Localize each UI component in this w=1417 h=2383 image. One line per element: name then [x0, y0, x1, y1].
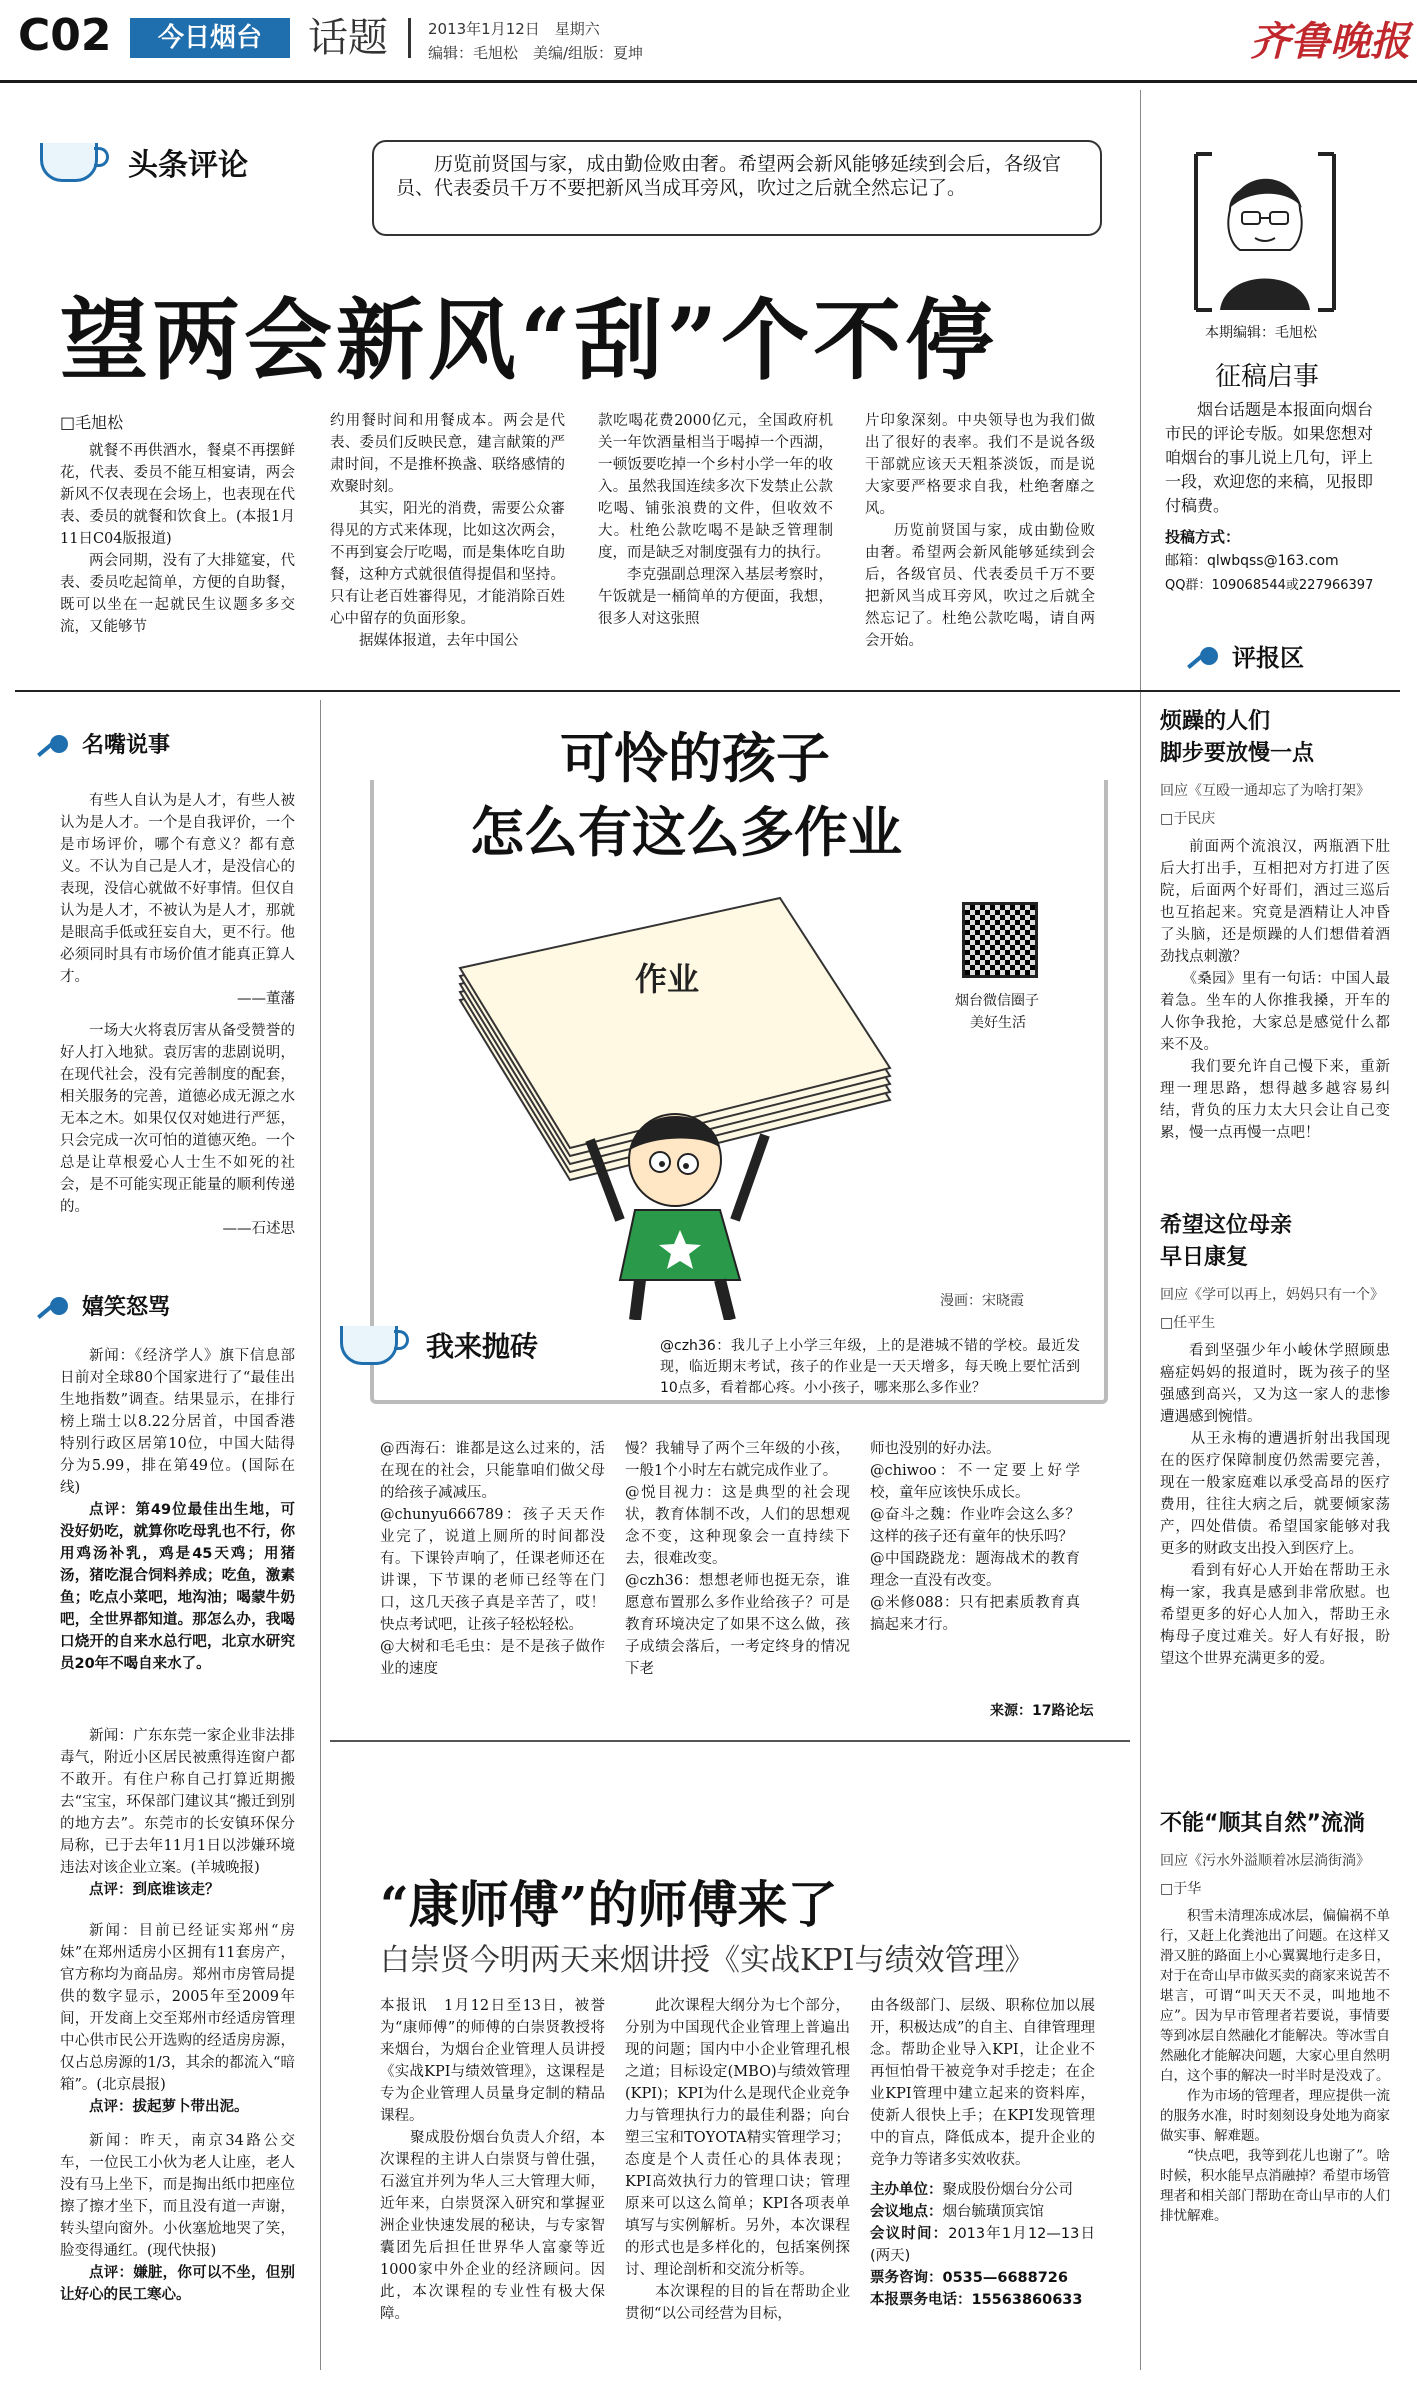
section-badge: 今日烟台	[130, 18, 290, 58]
kpi-venue: 会议地点：烟台毓璜顶宾馆	[870, 2204, 1044, 2220]
kpi-time: 会议时间：2013年1月12—13日(两天)	[870, 2226, 1095, 2264]
editor-label: 本期编辑：毛旭松	[1205, 325, 1317, 341]
review-reply: 回应《互殴一通却忘了为啥打架》	[1160, 783, 1370, 799]
feature-intro: @czh36：我儿子上小学三年级，上的是港城不错的学校。最近发现，临近期末考试，孩子的作业是一天天增多，每天晚上要忙活到10点多，看着都心疼。小小孩子，哪来那么多作业？	[660, 1338, 1080, 1396]
qr-code	[962, 902, 1038, 978]
feature-headline-2: 怎么有这么多作业	[470, 800, 902, 864]
feature-headline-1: 可怜的孩子	[560, 726, 830, 790]
masthead-divider	[408, 18, 411, 58]
review-item-3	[1160, 1808, 1390, 2226]
kpi-col-2: 此次课程大纲分为七个部分，分别为中国现代企业管理上普遍出现的问题；国内中小企业管理孔根之道；目标设定(MBO)与绩效管理(KPI)；KPI为什么是现代企业竞争力与管理执行力的最佳利器；向台塑三宝和TOYOTA精实管理学习；态度是个人责任心的具体表现；KPI高效执行力的管理口诀；管理原来可以这么简单；KPI各项表单填写与实例解析。另外，本次课程的形式也是多样化的，包括案例探讨、理论剖析和交流分析等。 本次课程的目的旨在帮助企业贯彻“以公司经营为目标，	[625, 1998, 850, 2322]
review-zone-tag	[1200, 638, 1304, 673]
masthead-rule	[0, 80, 1417, 83]
cartoon-label: 作业	[635, 960, 700, 998]
lead-author: □毛旭松	[60, 413, 124, 432]
kpi-tel-2: 本报票务电话：15563860633	[870, 2292, 1083, 2308]
coffee-cup-icon	[340, 1326, 398, 1365]
feature-source: 来源：17路论坛	[990, 1703, 1094, 1719]
qr-caption-1: 烟台微信圈子	[955, 993, 1039, 1009]
kpi-col-3	[870, 1995, 1095, 2311]
feature-tag-label: 我来抛砖	[426, 1330, 539, 1363]
lead-col-1: 就餐不再供酒水，餐桌不再摆鲜花，代表、委员不能互相宴请，两会新风不仅表现在会场上，也表现在代表、委员的就餐和饮食上。(本报1月11日C04版报道) 两会同期，没有了大排筵宴，代表、委员吃起简单，方便的自助餐，既可以坐在一起就民生议题多多交流，又能够节	[60, 443, 295, 635]
lead-col-3: 款吃喝花费2000亿元，全国政府机关一年饮酒量相当于喝掉一个西湖，一顿饭要吃掉一个乡村小学一年的收入。虽然我国连续多次下发禁止公款吃喝、铺张浪费的文件，但收效不大。杜绝公款吃喝不是缺乏管理制度，而是缺乏对制度强有力的执行。 李克强副总理深入基层考察时，午饭就是一桶简单的方便面，我想，很多人对这张照	[598, 413, 833, 627]
laugh-curse-item-1: 新闻：《经济学人》旗下信息部日前对全球80个国家进行了“最佳出生地指数”调查。结果显示，在排行榜上瑞士以8.22分居首，中国香港特别行政区居第10位，中国大陆得分为5.99，排在第49位。(国际在线) 点评：第49位最佳出生地，可没好奶吃，就算你吃母乳也不行，你用鸡汤补乳，鸡是45天鸡；用猪汤，猪吃混合饲料养成；吃鱼，激素鱼；吃点小菜吧，地沟油；喝蒙牛奶吧，全世界都知道。那怎么办，我喝口烧开的自来水总行吧，北京水研究员20年不喝自来水了。	[60, 1348, 295, 1672]
famous-sayings-tag-label: 名嘴说事	[82, 733, 171, 758]
kpi-col-1: 本报讯 1月12日至13日，被誉为“康师傅”的师傅的白崇贤教授将来烟台，为烟台企业管理人员讲授《实战KPI与绩效管理》，这课程是专为企业管理人员量身定制的精品课程。 聚成股份烟台负责人介绍，本次课程的主讲人白崇贤与曾仕强，石滋宜并列为华人三大管理大师，近年来，白崇贤深入研究和掌握亚洲企业快速发展的秘诀，与专家智囊团先后担任世界华人富豪等近1000家中外企业的经济顾问。因此，本次课程的专业性有极大保障。	[380, 1998, 605, 2322]
lead-quote: 历览前贤国与家，成由勤俭败由奢。希望两会新风能够延续到会后，各级官员、代表委员千万不要把新风当成耳旁风，吹过之后就全然忘记了。	[396, 153, 1062, 199]
coffee-cup-icon	[40, 143, 98, 182]
contact-qq: QQ群：109068544或227966397	[1165, 578, 1374, 593]
feature-col-2: 慢？我辅导了两个三年级的小孩，一般1个小时左右就完成作业了。 @悦目视力：这是典型的社会现状，教育体制不改，人们的思想观念不变，这种现象会一直持续下去，很难改变。 @czh36：想想老师也挺无奈，谁愿意布置那么多作业给孩子？可是教育环境决定了如果不这么做，孩子成绩会落后，一考定终身的情况下老	[625, 1441, 850, 1677]
review-zone-tag-label: 评报区	[1232, 644, 1304, 672]
laugh-curse-item-4: 新闻：昨天，南京34路公交车，一位民工小伙为老人让座，老人没有马上坐下，而是掏出纸巾把座位擦了擦才坐下，而且没有道一声谢，转头望向窗外。小伙塞尬地哭了笑，脸变得通红。(现代快报) 点评：嫌脏，你可以不坐，但别让好心的民工寒心。	[60, 2133, 295, 2303]
review-body: 前面两个流浪汉，两瓶酒下肚后大打出手，互相把对方打进了医院，后面两个好哥们，酒过三巡后也互掐起来。究竟是酒精让人冲昏了头脑，还是烦躁的人们想借着酒劲找点刺激？ 《桑园》里有一句话：中国人最着急。坐车的人你推我搡，开车的人你争我抢，大家总是感觉什么都来不及。 我们要允许自己慢下来，重新理一理思路，想得越多越容易纠结，背负的压力太大只会让自己变累，慢一点再慢一点吧！	[1160, 839, 1390, 1141]
laugh-curse-item-3: 新闻：目前已经证实郑州“房妹”在郑州适房小区拥有11套房产，官方称均为商品房。郑州市房管局提供的数字显示，2005年至2009年间，开发商上交至郑州市经适房管理中心供市民公开选购的经适房房源，仅占总房源的1/3，其余的都流入“暗箱”。(北京晨报) 点评：拔起萝卜带出泥。	[60, 1923, 295, 2115]
lead-quote-bubble	[372, 140, 1102, 236]
editors-line: 编辑：毛旭松 美编/组版：夏坤	[428, 44, 644, 62]
review-author: □于华	[1160, 1881, 1202, 1897]
kpi-host: 主办单位：聚成股份烟台分公司	[870, 2182, 1073, 2198]
left-column-rule	[320, 700, 321, 2370]
lead-comment-tag	[40, 140, 248, 184]
review-reply: 回应《污水外溢顺着冰层淌街淌》	[1160, 1853, 1370, 1869]
lead-comment-tag-label: 头条评论	[128, 148, 248, 183]
famous-saying-1: 有些人自认为是人才，有些人被认为是人才。一个是自我评价，一个是市场评价，哪个有意义？都有意义。不认为自己是人才，是没信心的表现，没信心就做不好事情。但仅自认为是人才，不被认为是人才，那就是眼高手低或狂妄自大，更不行。他必须同时具有市场价值才能真正算人才。 ——董藩	[60, 793, 295, 1007]
feature-col-3: 师也没别的好办法。 @chiwoo：不一定要上好学校，童年应该快乐成长。 @奋斗之魏：作业咋会这么多？这样的孩子还有童年的快乐吗？ @中国跷跷龙：题海战术的教育理念一直没有改变。 @米修088：只有把素质教育真搞起来才行。	[870, 1441, 1080, 1633]
lead-bottom-rule	[15, 690, 1400, 692]
microphone-icon	[1200, 647, 1218, 665]
page-code: C02	[18, 10, 112, 61]
review-body: 看到坚强少年小峻休学照顾患癌症妈妈的报道时，既为孩子的坚强感到高兴，又为这一家人的悲惨遭遇感到惋惜。 从王永梅的遭遇折射出我国现在的医疗保障制度仍然需要完善，现在一般家庭难以承受高昂的医疗费用，往往大病之后，就要倾家荡产，四处借债。希望国家能够对我更多的财政支出投入到医疗上。 看到有好心人开始在帮助王永梅一家，我真是感到非常欣慰。也希望更多的好心人加入，帮助王永梅母子度过难关。好人有好报，盼望这个世界充满更多的爱。	[1160, 1343, 1390, 1667]
lead-headline: 望两会新风“刮”个不停	[60, 288, 998, 392]
microphone-icon	[50, 1297, 68, 1315]
kpi-headline: “康师傅”的师傅来了	[380, 1875, 838, 1934]
review-title: 希望这位母亲	[1160, 1213, 1293, 1238]
famous-sayings-tag	[50, 728, 170, 759]
qr-caption-2: 美好生活	[970, 1015, 1026, 1031]
right-column-rule	[1140, 90, 1141, 2370]
lead-col-4: 片印象深刻。中央领导也为我们做出了很好的表率。我们不是说各级干部就应该天天粗茶淡饭，而是说大家要严格要求自我，杜绝奢靡之风。 历览前贤国与家，成由勤俭败由奢。希望两会新风能够延续到会后，各级官员、代表委员千万不要把新风当成耳旁风，吹过之后就全然忘记了。杜绝公款吃喝，请自两会开始。	[865, 413, 1095, 649]
call-for-papers-title: 征稿启事	[1215, 362, 1320, 392]
review-title: 早日康复	[1160, 1245, 1249, 1270]
feature-col-1: @西海石：谁都是这么过来的，活在现在的社会，只能靠咱们做父母的给孩子减减压。 @chunyu666789：孩子天天作业完了，说道上厕所的时间都没有。下课铃声响了，任课老师还在讲课，下节课的老师已经等在门口，这几天孩子真是辛苦了，哎！快点考试吧，让孩子轻松轻松。 @大树和毛毛虫：是不是孩子做作业的速度	[380, 1441, 605, 1677]
topic-label: 话题	[308, 15, 388, 61]
lead-col-2: 约用餐时间和用餐成本。两会是代表、委员们反映民意，建言献策的严肃时间，不是推杯换盏、联络感情的欢聚时刻。 其实，阳光的消费，需要公众審得见的方式来体现，比如这次两会，不再到宴会厅吃喝，而是集体吃自助餐，这种方式就很值得提倡和坚持。只有让老百姓審得见，才能消除百姓心中留存的负面形象。 据媒体报道，去年中国公	[330, 413, 565, 649]
review-title: 不能“顺其自然”流淌	[1160, 1811, 1365, 1836]
laugh-curse-tag	[50, 1290, 170, 1321]
editor-photo	[1190, 150, 1340, 315]
contact-label: 投稿方式：	[1165, 528, 1241, 546]
brand-logo: 齐鲁晚报	[1250, 18, 1410, 65]
homework-cartoon	[420, 880, 940, 1320]
review-item-2	[1160, 1210, 1390, 1670]
kpi-col-3-body: 由各级部门、层级、职称位加以展开，积极达成”的自主、自律管理理念。帮助企业导入KPI，让企业不再恒怕骨干被竞争对手挖走；在企业KPI管理中建立起来的资料库，使新人很快上手；在KPI发现管理中的盲点，降低成本，提升企业的竞争力等诸多实效收获。	[870, 1998, 1095, 2168]
laugh-curse-tag-label: 嬉笑怒骂	[82, 1295, 171, 1320]
kpi-tel-1: 票务咨询：0535—6688726	[870, 2270, 1068, 2286]
famous-saying-2: 一场大火将袁厉害从备受赞誉的好人打入地狱。袁厉害的悲剧说明，在现代社会，没有完善制度的配套，相关服务的完善，道德必成无源之水无本之木。如果仅仅对她进行严惩，只会完成一次可怕的道德灭绝。一个总是让草根爱心人士生不如死的社会，是不可能实现正能量的顺利传递的。 ——石述思	[60, 1023, 295, 1237]
contact-email: 邮箱：qlwbqss@163.com	[1165, 553, 1339, 569]
cartoon-credit: 漫画：宋晓霞	[940, 1293, 1024, 1309]
date-line: 2013年1月12日 星期六	[428, 20, 600, 38]
kpi-subheadline: 白崇贤今明两天来烟讲授《实战KPI与绩效管理》	[380, 1943, 1035, 1978]
feature-tag	[340, 1325, 538, 1365]
microphone-icon	[50, 735, 68, 753]
review-title: 烦躁的人们	[1160, 709, 1271, 734]
feature-bottom-rule	[330, 1740, 1130, 1742]
call-for-papers-text: 烟台话题是本报面向烟台市民的评论专版。如果您想对咱烟台的事儿说上几句，评上一段，欢迎您的来稿，见报即付稿费。	[1165, 400, 1374, 515]
laugh-curse-item-2: 新闻：广东东莞一家企业非法排毒气，附近小区居民被熏得连窗户都不敢开。有住户称自己打算近期搬去“宝宝，环保部门建议其“搬迁到别的地方去”。东莞市的长安镇环保分局称，已于去年11月1日以涉嫌环境违法对该企业立案。(羊城晚报) 点评：到底谁该走？	[60, 1728, 295, 1898]
review-reply: 回应《学可以再上，妈妈只有一个》	[1160, 1287, 1384, 1303]
review-body: 积雪未清理冻成冰层，偏偏祸不单行，又赶上化粪池出了问题。在这样又滑又脏的路面上小心翼翼地行走多日，对于在奇山早市做买卖的商家来说苦不堪言，可谓“叫天天不灵，叫地地不应”。因为早市管理者若要说，事情要等到冰层自然融化才能解决。等冰雪自然融化才能解决问题，大家心里自然明白，这个事的解决一时半时是没戏了。 作为市场的管理者，理应提供一流的服务水准，时时刻刻设身处地为商家做实事、解难题。 “快点吧，我等到花儿也谢了”。啥时候，积水能早点消融掉？希望市场管理者和相关部门帮助在奇山早市的人们排忧解难。	[1160, 1908, 1390, 2224]
review-title: 脚步要放慢一点	[1160, 741, 1315, 766]
review-author: □任平生	[1160, 1315, 1216, 1331]
review-author: □于民庆	[1160, 811, 1216, 827]
review-item-1	[1160, 706, 1390, 1144]
